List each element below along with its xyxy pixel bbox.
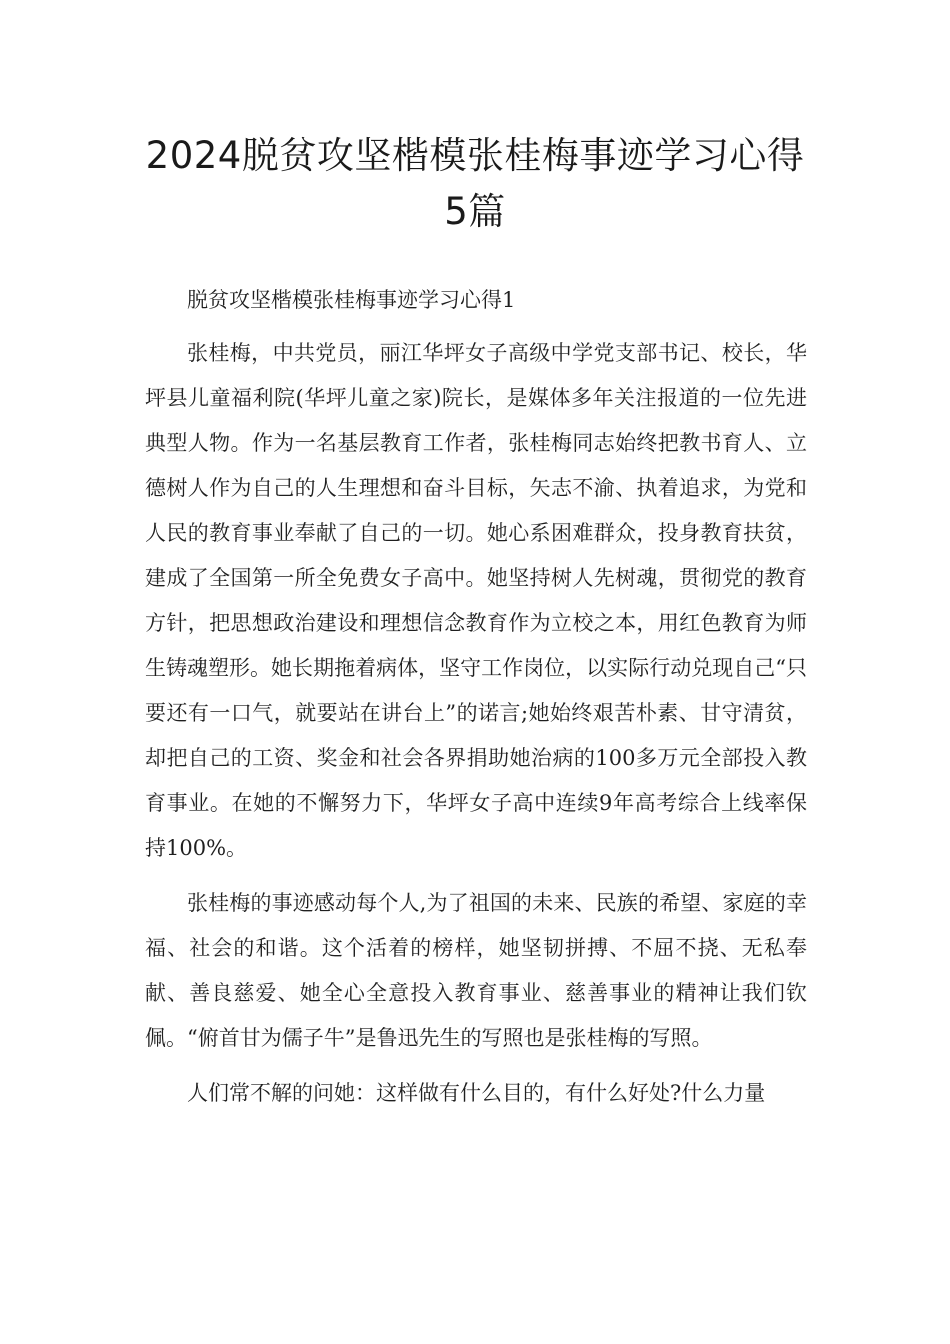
- paragraph-3: 人们常不解的问她：这样做有什么目的，有什么好处?什么力量: [187, 1081, 766, 1105]
- document-body: [145, 280, 807, 1126]
- title-line-1: 2024脱贫攻坚楷模张桂梅事迹学习心得: [145, 134, 805, 177]
- title-line-2: 5篇: [444, 190, 506, 233]
- section-heading: 脱贫攻坚楷模张桂梅事迹学习心得1: [187, 288, 516, 312]
- paragraph-2: 张桂梅的事迹感动每个人,为了祖国的未来、民族的希望、家庭的幸福、社会的和谐。这个活着的榜样，她坚韧拼搏、不屈不挠、无私奉献、善良慈爱、她全心全意投入教育事业、慈善事业的精神让我们钦佩。“俯首甘为儒子牛”是鲁迅先生的写照也是张桂梅的写照。: [145, 891, 807, 1050]
- paragraph-1: 张桂梅，中共党员，丽江华坪女子高级中学党支部书记、校长，华坪县儿童福利院(华坪儿童之家)院长，是媒体多年关注报道的一位先进典型人物。作为一名基层教育工作者，张桂梅同志始终把教书育人、立德树人作为自己的人生理想和奋斗目标，矢志不渝、执着追求，为党和人民的教育事业奉献了自己的一切。她心系困难群众，投身教育扶贫，建成了全国第一所全免费女子高中。她坚持树人先树魂，贯彻党的教育方针，把思想政治建设和理想信念教育作为立校之本，用红色教育为师生铸魂塑形。她长期拖着病体，坚守工作岗位，以实际行动兑现自己“只要还有一口气，就要站在讲台上”的诺言;她始终艰苦朴素、甘守清贫，却把自己的工资、奖金和社会各界捐助她治病的100多万元全部投入教育事业。在她的不懈努力下，华坪女子高中连续9年高考综合上线率保持100%。: [145, 341, 807, 860]
- document-title: [120, 128, 830, 240]
